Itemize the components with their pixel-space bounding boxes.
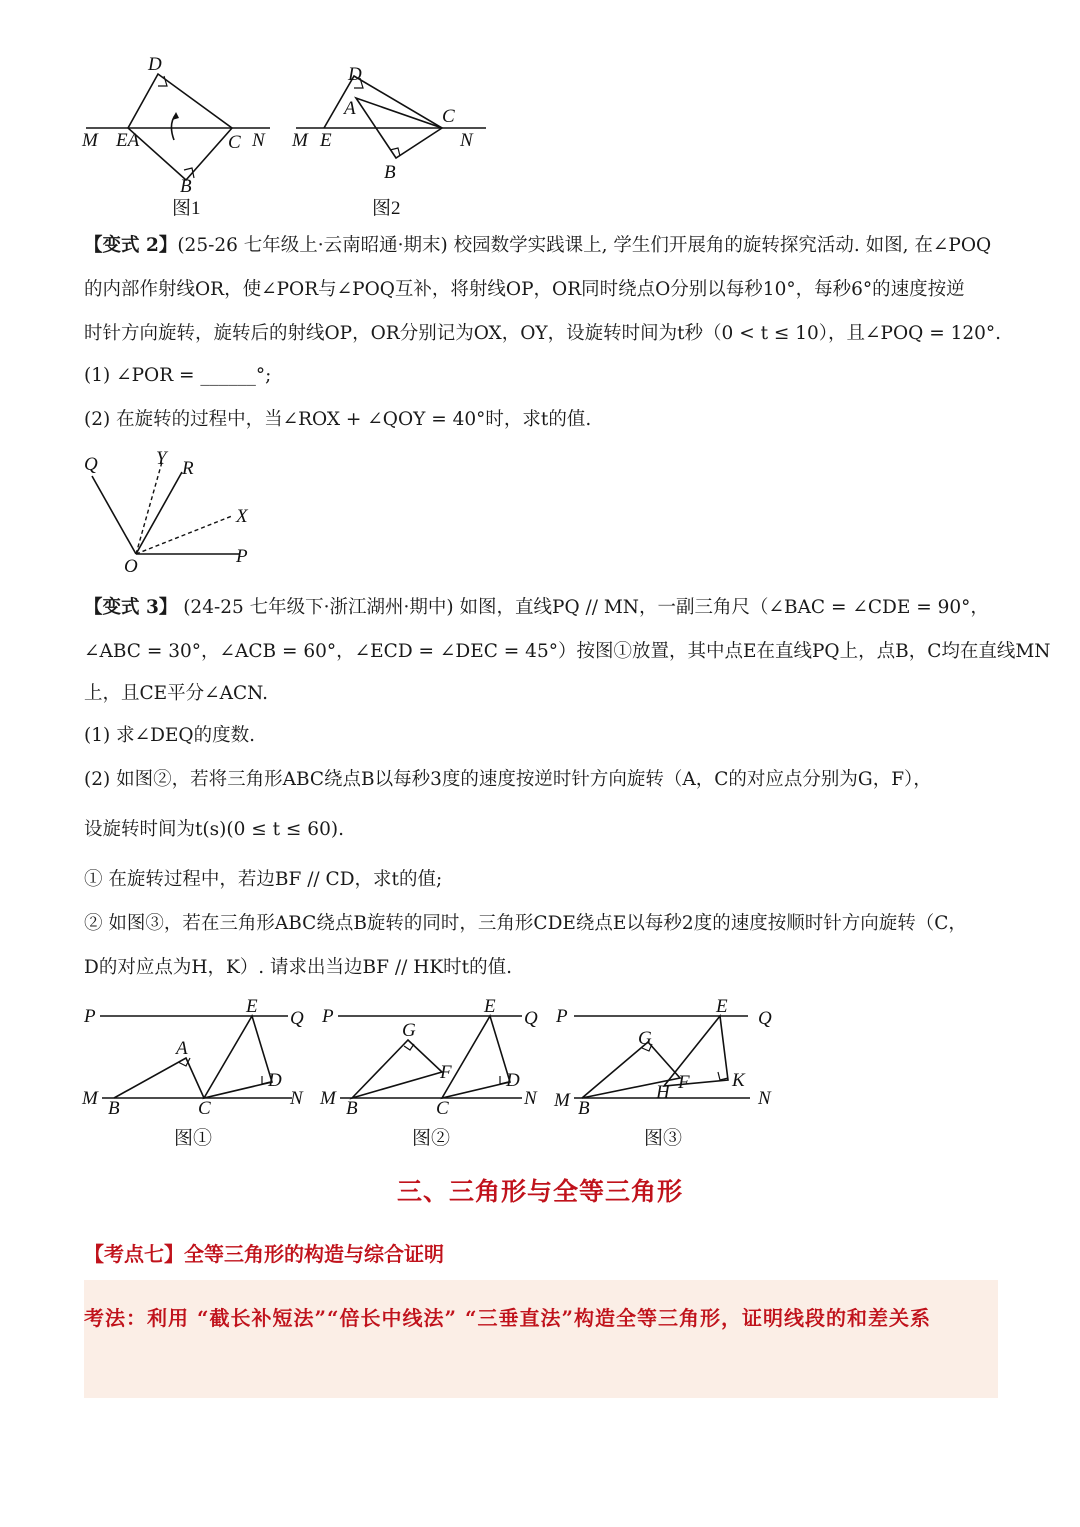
label-F: F <box>678 1072 690 1093</box>
label-X: X <box>236 506 248 527</box>
label-Q: Q <box>524 1008 538 1029</box>
label-M: M <box>82 130 98 151</box>
label-F: F <box>440 1062 452 1083</box>
method-text: 考法：利用 “截长补短法”“倍长中线法” “三垂直法”构造全等三角形，证明线段的和差关系 <box>84 1306 931 1330</box>
variant3-line1-rest: (24-25 七年级下·浙江湖州·期中) 如图，直线PQ // MN，一副三角尺（∠BAC = ∠CDE = 90°， <box>177 597 989 618</box>
label-Q: Q <box>758 1008 772 1029</box>
label-B: B <box>108 1098 120 1119</box>
label-E: E <box>484 996 496 1017</box>
label-C: C <box>228 132 241 153</box>
label-EA: EA <box>116 130 140 151</box>
variant3-figure-2-caption: 图② <box>412 1128 451 1149</box>
figure-1 <box>78 52 288 222</box>
label-A: A <box>344 98 356 119</box>
variant3-figure-1 <box>78 996 318 1156</box>
variant2-tag: 【变式 2】 <box>84 235 178 256</box>
variant3-line3: 上，且CE平分∠ACN. <box>84 683 269 704</box>
label-D: D <box>506 1070 520 1091</box>
label-P: P <box>556 1006 568 1027</box>
variant2-figure <box>78 448 268 578</box>
label-C: C <box>436 1098 449 1119</box>
label-M: M <box>554 1090 570 1111</box>
label-G: G <box>638 1028 652 1049</box>
variant2-line3: 时针方向旋转，旋转后的射线OP，OR分别记为OX，OY，设旋转时间为t秒（0 < t ≤ 10），且∠POQ = 120°. <box>84 323 1002 344</box>
label-G: G <box>402 1020 416 1041</box>
variant3-figure-1-caption: 图① <box>174 1128 213 1149</box>
variant3-question-1: (1) 求∠DEQ的度数. <box>84 725 255 746</box>
variant3-tag: 【变式 3】 <box>84 597 178 618</box>
label-N: N <box>758 1088 771 1109</box>
label-H: H <box>656 1082 670 1103</box>
variant3-line1 <box>84 594 1004 622</box>
label-E: E <box>246 996 258 1017</box>
figure-1-caption: 图1 <box>172 198 201 219</box>
label-P: P <box>84 1006 96 1027</box>
variant3-sub-1: ① 在旋转过程中，若边BF // CD，求t的值; <box>84 869 443 890</box>
label-E: E <box>320 130 332 151</box>
label-Q: Q <box>84 454 98 475</box>
label-B: B <box>578 1098 590 1119</box>
variant3-figure-3 <box>552 996 792 1156</box>
variant3-sub-2-line2: D的对应点为H，K）. 请求出当边BF // HK时t的值. <box>84 957 512 978</box>
variant3-question-2-line1: (2) 如图②，若将三角形ABC绕点B以每秒3度的速度按逆时针方向旋转（A，C的对应点分别为G，F）， <box>84 769 932 790</box>
section-title: 三、三角形与全等三角形 <box>396 1177 683 1206</box>
label-Y: Y <box>156 448 167 469</box>
label-B: B <box>384 162 396 183</box>
figure-2-caption: 图2 <box>372 198 401 219</box>
label-D: D <box>148 54 162 75</box>
variant2-line1 <box>84 232 1004 260</box>
label-D: D <box>268 1070 282 1091</box>
label-R: R <box>182 458 194 479</box>
label-P: P <box>322 1006 334 1027</box>
label-M: M <box>292 130 308 151</box>
variant2-question-1: (1) ∠POR = ______°; <box>84 365 272 386</box>
variant3-figure-3-caption: 图③ <box>644 1128 683 1149</box>
label-P: P <box>236 546 248 567</box>
label-N: N <box>524 1088 537 1109</box>
label-C: C <box>198 1098 211 1119</box>
label-N: N <box>252 130 265 151</box>
label-M: M <box>320 1088 336 1109</box>
label-C: C <box>442 106 455 127</box>
variant2-source: (25-26 七年级上·云南昭通·期末) <box>177 235 454 256</box>
variant3-question-2-line2: 设旋转时间为t(s)(0 ≤ t ≤ 60). <box>84 819 344 840</box>
label-B: B <box>180 176 192 197</box>
kaodian-title: 【考点七】全等三角形的构造与综合证明 <box>84 1242 444 1266</box>
variant3-figure-2 <box>316 996 556 1156</box>
label-O: O <box>124 556 138 577</box>
variant3-sub-2-line1: ② 如图③，若在三角形ABC绕点B旋转的同时，三角形CDE绕点E以每秒2度的速度按顺时针方向旋转（C， <box>84 913 967 934</box>
variant2-line2: 的内部作射线OR，使∠POR与∠POQ互补，将射线OP，OR同时绕点O分别以每秒10°，每秒6°的速度按逆 <box>84 279 965 300</box>
label-E: E <box>716 996 728 1017</box>
figure-2 <box>286 52 496 222</box>
method-box <box>84 1280 998 1398</box>
label-K: K <box>732 1070 745 1091</box>
label-N: N <box>290 1088 303 1109</box>
label-M: M <box>82 1088 98 1109</box>
label-D: D <box>348 64 362 85</box>
label-B: B <box>346 1098 358 1119</box>
variant2-line1-rest: 校园数学实践课上, 学生们开展角的旋转探究活动. 如图, 在∠POQ <box>453 235 992 256</box>
variant2-question-2: (2) 在旋转的过程中，当∠ROX + ∠QOY = 40°时，求t的值. <box>84 409 592 430</box>
label-A: A <box>176 1038 188 1059</box>
variant3-line2: ∠ABC = 30°，∠ACB = 60°，∠ECD = ∠DEC = 45°）按图①放置，其中点E在直线PQ上，点B，C均在直线MN <box>84 641 1051 662</box>
label-Q: Q <box>290 1008 304 1029</box>
label-N: N <box>460 130 473 151</box>
